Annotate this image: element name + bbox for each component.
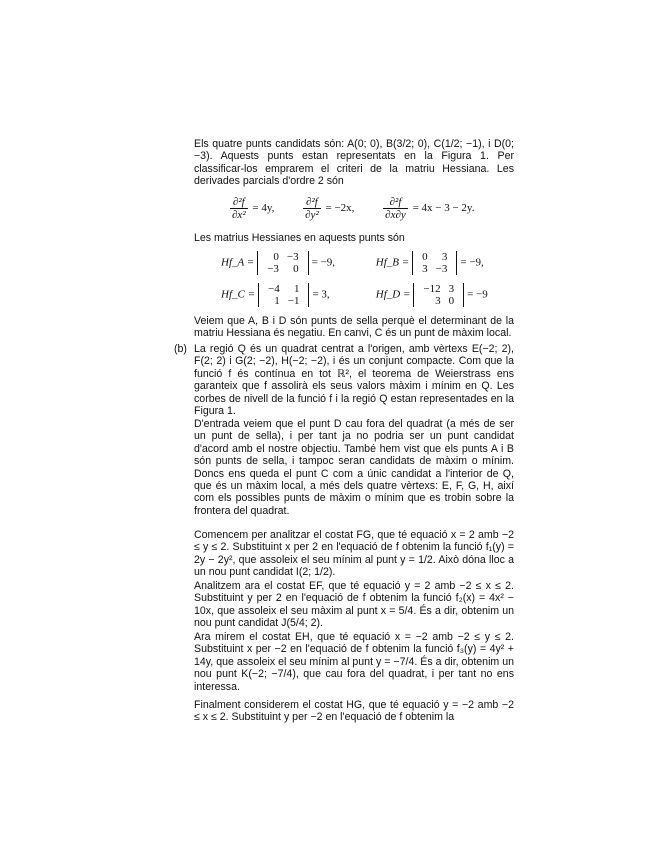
paragraph-side-ef: Analitzem ara el costat EF, que té equació y = 2 amb −2 ≤ x ≤ 2. Substituint y per 2 en l'equació de f obtenim la funció f₂(x) = 4x² − 10x, que assoleix el seu màxim al punt x = 5/4. És a dir, obtenim un nou punt candidat J(5/4; 2).	[194, 580, 514, 630]
paragraph-side-eh: Ara mirem el costat EH, que té equació x = −2 amb −2 ≤ y ≤ 2. Substituint x per −2 en l'equació de f obtenim la funció f₃(y) = 4y² + 14y, que assoleix el seu mínim al punt y = −7/4. És a dir, obtenim un nou punt K(−2; −7/4), que cau fora del quadrat, i per tant no ens interessa.	[194, 631, 514, 693]
paragraph-hessians-intro: Les matrius Hessianes en aquests punts són	[194, 232, 405, 244]
hessian-A: Hf_A = 0 −3 −3 0 = −9,	[221, 251, 336, 275]
hessian-row-2	[221, 283, 541, 307]
item-b-label: (b)	[174, 343, 187, 355]
paragraph-region-q: La regió Q és un quadrat centrat a l'origen, amb vèrtexs E(−2; 2), F(2; 2) i G(2; −2), H(−2; −2), i és un conjunt compacte. Com que la funció f és contínua en tot ℝ², el teorema de Weierstrass ens garanteix que f assolirà els seus valors màxim i mínim en Q. Les corbes de nivell de la funció f i la regió Q estan representades en la Figura 1.	[194, 343, 514, 418]
paragraph-classification: Veiem que A, B i D són punts de sella perquè el determinant de la matriu Hessiana és negatiu. En canvi, C és un punt de màxim local.	[194, 315, 514, 340]
derivative-xy: $\frac{\text{∂²f}}{\partial x\partial y}$ = 4x − 3 − 2y.	[385, 196, 475, 221]
second-derivatives	[228, 196, 548, 221]
paragraph-side-hg: Finalment considerem el costat HG, que té equació y = −2 amb −2 ≤ x ≤ 2. Substituint y per −2 en l'equació de f obtenim la	[194, 699, 514, 724]
hessian-row-1	[221, 251, 541, 275]
hessian-B: Hf_B = 0 3 3 −3 = −9,	[375, 251, 484, 275]
hessian-D: Hf_D = −12 3 3 0 = −9	[375, 283, 488, 307]
paragraph-candidate-points: Els quatre punts candidats són: A(0; 0), B(3/2; 0), C(1/2; −1), i D(0; −3). Aquests punts estan representats en la Figura 1. Per classificar-los emprarem el criteri de la matriu Hessiana. Les derivades parcials d'ordre 2 són	[194, 138, 514, 188]
paragraph-side-fg: Comencem per analitzar el costat FG, que té equació x = 2 amb −2 ≤ y ≤ 2. Substituint x per 2 en l'equació de f obtenim la funció f₁(y) = 2y − 2y², que assoleix el seu mínim al punt y = 1/2. Això dóna lloc a un nou punt candidat I(2; 1/2).	[194, 529, 514, 579]
derivative-yy: $\frac{\text{∂²f}}{\text{∂y²}}$ = −2x,	[305, 196, 355, 221]
paragraph-interior-candidates: D'entrada veiem que el punt D cau fora del quadrat (a més de ser un punt de sella), i per tant ja no podria ser un punt candidat d'acord amb el nostre objectiu. També hem vist que els punts A i B són punts de sella, i tampoc seran candidats de màxim o mínim. Doncs ens queda el punt C com a únic candidat a l'interior de Q, que és un màxim local, a més dels quatre vèrtexs: E, F, G, H, així com els possibles punts de màxim o mínim que es trobin sobre la frontera del quadrat.	[194, 418, 514, 517]
derivative-xx: $\frac{\text{∂²f}}{\text{∂x²}}$ = 4y,	[232, 196, 275, 221]
hessian-C: Hf_C = −4 1 1 −1 = 3,	[221, 283, 330, 307]
